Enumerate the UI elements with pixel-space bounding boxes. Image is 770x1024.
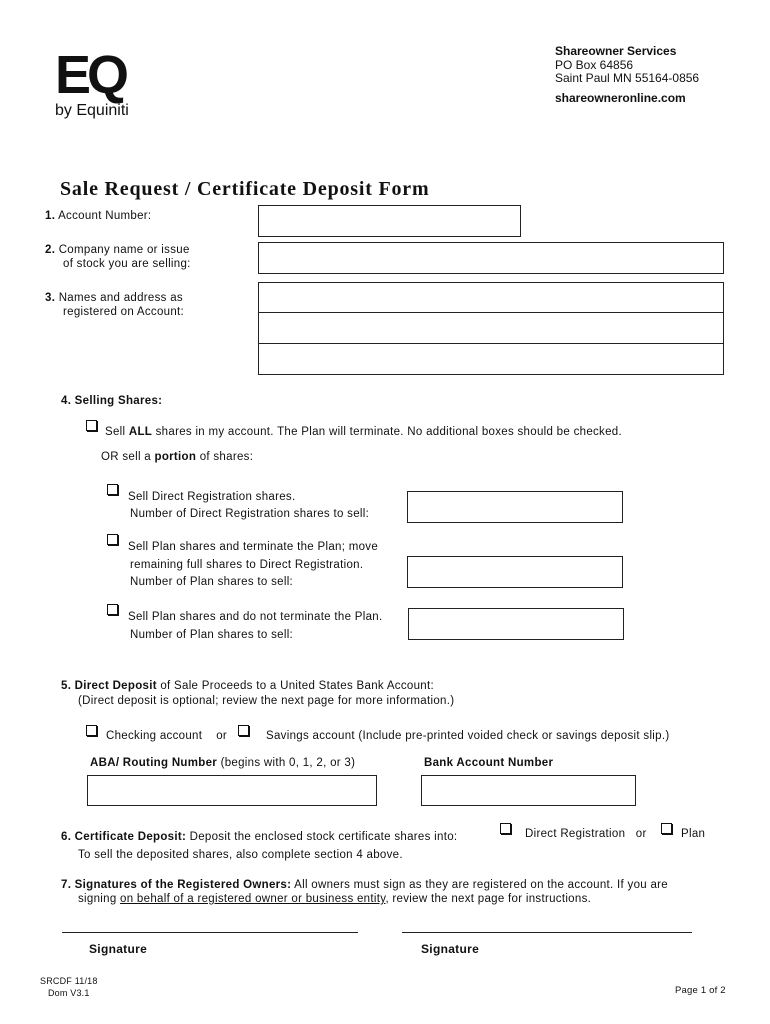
account-number-field[interactable] [258, 205, 521, 237]
name-address-field-2[interactable] [258, 312, 724, 344]
bank-account-text: Bank Account Number [424, 757, 554, 769]
section3-label [45, 291, 184, 319]
section2-line1: Company name or issue [58, 244, 190, 256]
section5-rest: of Sale Proceeds to a United States Bank Account: [156, 680, 434, 692]
section5-line2: (Direct deposit is optional; review the next page for more information.) [78, 695, 455, 707]
address-name: Shareowner Services [555, 44, 677, 58]
section3-line2: registered on Account: [63, 306, 185, 318]
or-text: or [216, 730, 228, 742]
signature-label-2 [421, 942, 479, 956]
sell-plan-line3: Number of Plan shares to sell: [130, 576, 294, 588]
cert-drs-text: Direct Registration [525, 828, 626, 840]
cert-or-text: or [635, 828, 647, 840]
portion-post: of shares: [196, 451, 254, 463]
company-name-field[interactable] [258, 242, 724, 274]
section2-label [45, 243, 191, 271]
form-code-text: SRCDF 11/18 [40, 976, 98, 986]
sell-plan-line1: Sell Plan shares and terminate the Plan; move [128, 541, 379, 553]
sell-all-label [105, 426, 622, 438]
section7-bold: 7. Signatures of the Registered Owners: [61, 879, 292, 891]
sell-all-pre: Sell [105, 426, 129, 438]
section3-line1: Names and address as [58, 292, 183, 304]
equiniti-logo: EQ [55, 45, 126, 105]
sell-drs-line2: Number of Direct Registration shares to sell: [130, 508, 370, 520]
bank-account-label [424, 757, 553, 769]
section4-heading [61, 395, 162, 407]
section5-bold: 5. Direct Deposit [61, 680, 157, 692]
section7-line2-underlined: on behalf of a registered owner or business entity [120, 893, 386, 905]
checking-account-checkbox[interactable] [86, 725, 97, 736]
section7-rest: All owners must sign as they are registered on the account. If you are [291, 879, 668, 891]
drs-shares-field[interactable] [407, 491, 623, 523]
name-address-field-3[interactable] [258, 343, 724, 375]
aba-routing-label [90, 757, 355, 769]
section1-number: 1. [45, 210, 56, 222]
cert-plan-label: Plan [681, 828, 706, 840]
sell-drs-label [128, 489, 369, 523]
savings-account-checkbox[interactable] [238, 725, 249, 736]
aba-rest: (begins with 0, 1, 2, or 3) [217, 757, 356, 769]
address-line2: Saint Paul MN 55164-0856 [555, 71, 700, 85]
section2-line2: of stock you are selling: [63, 258, 191, 270]
section4-heading-text: 4. Selling Shares: [61, 395, 163, 407]
aba-routing-field[interactable] [87, 775, 377, 806]
section3-number: 3. [45, 292, 56, 304]
sell-portion-label [101, 451, 253, 463]
sell-all-checkbox[interactable] [86, 420, 97, 431]
logo-subtitle: by Equiniti [55, 102, 129, 119]
sell-plan-noterminate-checkbox[interactable] [107, 604, 118, 615]
name-address-field-1[interactable] [258, 282, 724, 313]
sell-plan-line2: remaining full shares to Direct Registration. [130, 558, 364, 571]
section6-heading [61, 828, 457, 864]
return-address [555, 45, 699, 105]
form-version-text: Dom V3.1 [47, 988, 90, 998]
section6-line2: To sell the deposited shares, also complete section 4 above. [78, 849, 403, 861]
address-line1: PO Box 64856 [555, 57, 634, 72]
section7-heading [61, 878, 668, 906]
address-web: shareowneronline.com [555, 90, 686, 105]
section1-label [45, 210, 151, 222]
aba-bold: ABA/ Routing Number [90, 757, 218, 769]
checking-text: Checking account [106, 730, 203, 742]
signature-text-2: Signature [421, 942, 480, 956]
section7-line2-pre: signing [78, 893, 121, 905]
sell-plan-noterminate-label [128, 609, 382, 644]
cert-plan-checkbox[interactable] [661, 823, 672, 834]
form-title: Sale Request / Certificate Deposit Form [60, 178, 430, 200]
sell-plan-nt-line1: Sell Plan shares and do not terminate the Plan. [128, 611, 383, 623]
cert-drs-checkbox[interactable] [500, 823, 511, 834]
section1-text: Account Number: [58, 210, 152, 222]
sell-plan-terminate-label [128, 539, 378, 592]
sell-plan-nt-line2: Number of Plan shares to sell: [130, 628, 294, 641]
sell-all-post: shares in my account. The Plan will terminate. No additional boxes should be checked. [152, 426, 622, 438]
cert-drs-label [525, 828, 647, 840]
portion-bold: portion [154, 451, 197, 463]
section2-number: 2. [45, 244, 56, 256]
section6-rest: Deposit the enclosed stock certificate shares into: [186, 831, 458, 843]
checking-account-label [106, 730, 227, 742]
sell-drs-line1: Sell Direct Registration shares. [128, 491, 296, 503]
portion-pre: OR sell a [101, 451, 155, 463]
section7-line2-post: , review the next page for instructions. [385, 893, 592, 905]
section5-heading [61, 679, 454, 709]
signature-line-1[interactable] [62, 932, 358, 933]
plan-shares-noterminate-field[interactable] [408, 608, 624, 640]
form-code [40, 975, 98, 999]
page-number: Page 1 of 2 [675, 985, 726, 996]
sell-plan-terminate-checkbox[interactable] [107, 534, 118, 545]
section6-bold: 6. Certificate Deposit: [61, 831, 187, 843]
signature-label-1 [89, 942, 147, 956]
signature-line-2[interactable] [402, 932, 692, 933]
bank-account-field[interactable] [421, 775, 636, 806]
plan-shares-field[interactable] [407, 556, 623, 588]
signature-text-1: Signature [89, 942, 148, 956]
sell-drs-checkbox[interactable] [107, 484, 118, 495]
savings-account-label: Savings account (Include pre-printed voided check or savings deposit slip.) [266, 730, 670, 742]
sell-all-bold: ALL [128, 426, 153, 438]
